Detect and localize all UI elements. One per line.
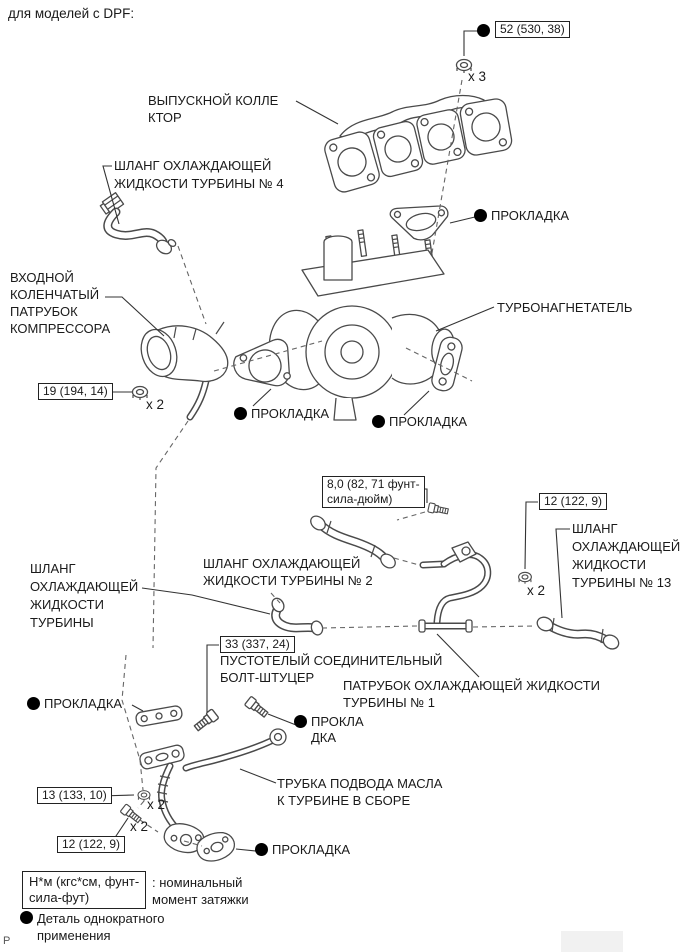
- qty-inlet-clamp: x 2: [146, 397, 165, 412]
- non-reusable-part-dot-icon: [477, 24, 490, 37]
- qty-manifold-nut: x 3: [468, 69, 487, 84]
- gasket-top-drawing: [389, 197, 453, 246]
- page-marker: P: [3, 935, 11, 947]
- turbocharger-drawing: [262, 230, 456, 420]
- torque-box-oil-pipe-bolt: 12 (122, 9): [57, 836, 125, 853]
- label-gasket-union: ПРОКЛА ДКА: [294, 714, 364, 746]
- page-title: для моделей с DPF:: [8, 6, 135, 21]
- label-gasket-right: ПРОКЛАДКА: [372, 414, 467, 430]
- qty-oil-pipe-nut: x 2: [147, 797, 166, 812]
- label-gasket-oil: ПРОКЛАДКА: [27, 696, 122, 712]
- torque-box-inlet-clamp: 19 (194, 14): [38, 383, 113, 400]
- label-gasket-left: ПРОКЛАДКА: [234, 406, 329, 422]
- union-bolt-drawing: [193, 696, 270, 733]
- label-oil-pipe: ТРУБКА ПОДВОДА МАСЛА К ТУРБИНЕ В СБОРЕ: [277, 776, 443, 808]
- exhaust-manifold-drawing: [322, 96, 513, 195]
- legend-torque-box: Н*м (кгс*см, фунт- сила-фут): [22, 871, 146, 909]
- torque-box-manifold-nut: 52 (530, 38): [495, 21, 570, 38]
- coolant-hose-left-drawing: [270, 596, 324, 636]
- clip-bolt-drawing: [428, 503, 449, 516]
- label-gasket-bottom: ПРОКЛАДКА: [255, 842, 350, 858]
- label-turbocharger: ТУРБОНАГНЕТАТЕЛЬ: [497, 300, 633, 315]
- corner-artifact: [561, 931, 623, 952]
- coolant-pipe-1-drawing: [419, 542, 488, 632]
- gasket-left-drawing: [230, 337, 296, 395]
- label-compressor-inlet: ВХОДНОЙ КОЛЕНЧАТЫЙ ПАТРУБОК КОМПРЕССОРА: [10, 270, 111, 336]
- coolant-hose-13-drawing: [535, 615, 621, 652]
- qty-oil-pipe-bolt: x 2: [130, 819, 149, 834]
- non-reusable-part-dot-icon: [20, 911, 33, 924]
- torque-box-pipe-nut: 12 (122, 9): [539, 493, 607, 510]
- coolant-hose-4-drawing: [99, 193, 177, 257]
- non-reusable-part-dot-icon: [234, 407, 247, 420]
- label-union-bolt: ПУСТОТЕЛЫЙ СОЕДИНИТЕЛЬНЫЙ БОЛТ-ШТУЦЕР: [220, 653, 443, 685]
- torque-box-union-bolt: 33 (337, 24): [220, 636, 295, 653]
- label-coolant-pipe-1: ПАТРУБОК ОХЛАЖДАЮЩЕЙ ЖИДКОСТИ ТУРБИНЫ № 1: [343, 678, 601, 710]
- non-reusable-part-dot-icon: [255, 843, 268, 856]
- non-reusable-part-dot-icon: [27, 697, 40, 710]
- label-coolant-hose-2: ШЛАНГ ОХЛАЖДАЮЩЕЙ ЖИДКОСТИ ТУРБИНЫ № 2: [203, 556, 373, 588]
- non-reusable-part-dot-icon: [372, 415, 385, 428]
- non-reusable-part-dot-icon: [294, 715, 307, 728]
- torque-box-oil-pipe-nut: 13 (133, 10): [37, 787, 112, 804]
- legend-torque-note: : номинальный момент затяжки: [152, 875, 249, 907]
- non-reusable-part-dot-icon: [474, 209, 487, 222]
- label-coolant-hose: ШЛАНГ ОХЛАЖДАЮЩЕЙ ЖИДКОСТИ ТУРБИНЫ: [30, 561, 139, 630]
- label-gasket-top: ПРОКЛАДКА: [474, 208, 569, 224]
- label-coolant-hose-4: ШЛАНГ ОХЛАЖДАЮЩЕЙ ЖИДКОСТИ ТУРБИНЫ № 4: [114, 158, 284, 191]
- gasket-oil-drawing: [135, 705, 183, 727]
- torque-box-clip-bolt: 8,0 (82, 71 фунт- сила-дюйм): [322, 476, 425, 508]
- legend-dot-note: Деталь однократного применения: [20, 910, 164, 944]
- qty-pipe-nut: x 2: [527, 583, 546, 598]
- label-coolant-hose-13: ШЛАНГ ОХЛАЖДАЮЩЕЙ ЖИДКОСТИ ТУРБИНЫ № 13: [572, 521, 681, 590]
- label-exhaust-manifold: ВЫПУСКНОЙ КОЛЛЕ КТОР: [148, 93, 279, 125]
